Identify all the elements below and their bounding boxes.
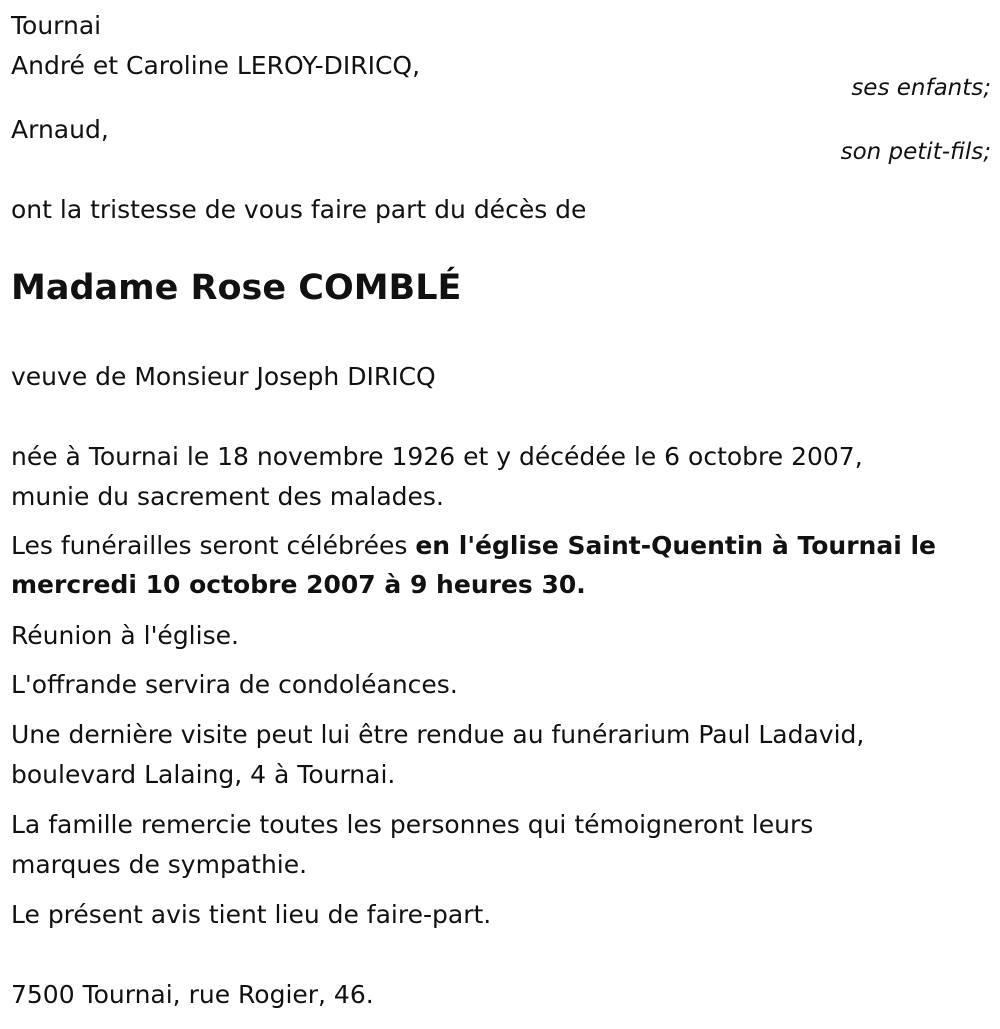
thanks-line-2: marques de sympathie. [11, 850, 308, 879]
visit-line-1: Une dernière visite peut lui être rendue au funérarium Paul Ladavid, [11, 720, 865, 749]
funeral-intro: Les funérailles seront célébrées [11, 531, 416, 560]
widow-of: veuve de Monsieur Joseph DIRICQ [11, 362, 436, 391]
children-relation: ses enfants; [851, 75, 991, 101]
funeral-details: en l'église Saint-Quentin à Tournai le mercredi 10 octobre 2007 à 9 heures 30. [11, 531, 936, 599]
meeting-text: Réunion à l'église. [11, 621, 239, 650]
thanks-line-1: La famille remercie toutes les personnes qui témoigneront leurs [11, 810, 814, 839]
birth-death-line-2: munie du sacrement des malades. [11, 482, 444, 511]
grandchild-relation: son petit-fils; [840, 139, 991, 165]
grandchild-name: Arnaud, [11, 115, 109, 144]
children-names: André et Caroline LEROY-DIRICQ, [11, 51, 421, 80]
faire-part-text: Le présent avis tient lieu de faire-part. [11, 900, 492, 929]
visit-line-2: boulevard Lalaing, 4 à Tournai. [11, 760, 396, 789]
address: 7500 Tournai, rue Rogier, 46. [11, 980, 374, 1009]
funeral-paragraph [11, 526, 986, 604]
deceased-name: Madame Rose COMBLÉ [11, 268, 462, 308]
announcement-text: ont la tristesse de vous faire part du décès de [11, 195, 587, 224]
city-heading: Tournai [11, 11, 102, 40]
birth-death-line-1: née à Tournai le 18 novembre 1926 et y décédée le 6 octobre 2007, [11, 442, 863, 471]
offering-text: L'offrande servira de condoléances. [11, 670, 458, 699]
